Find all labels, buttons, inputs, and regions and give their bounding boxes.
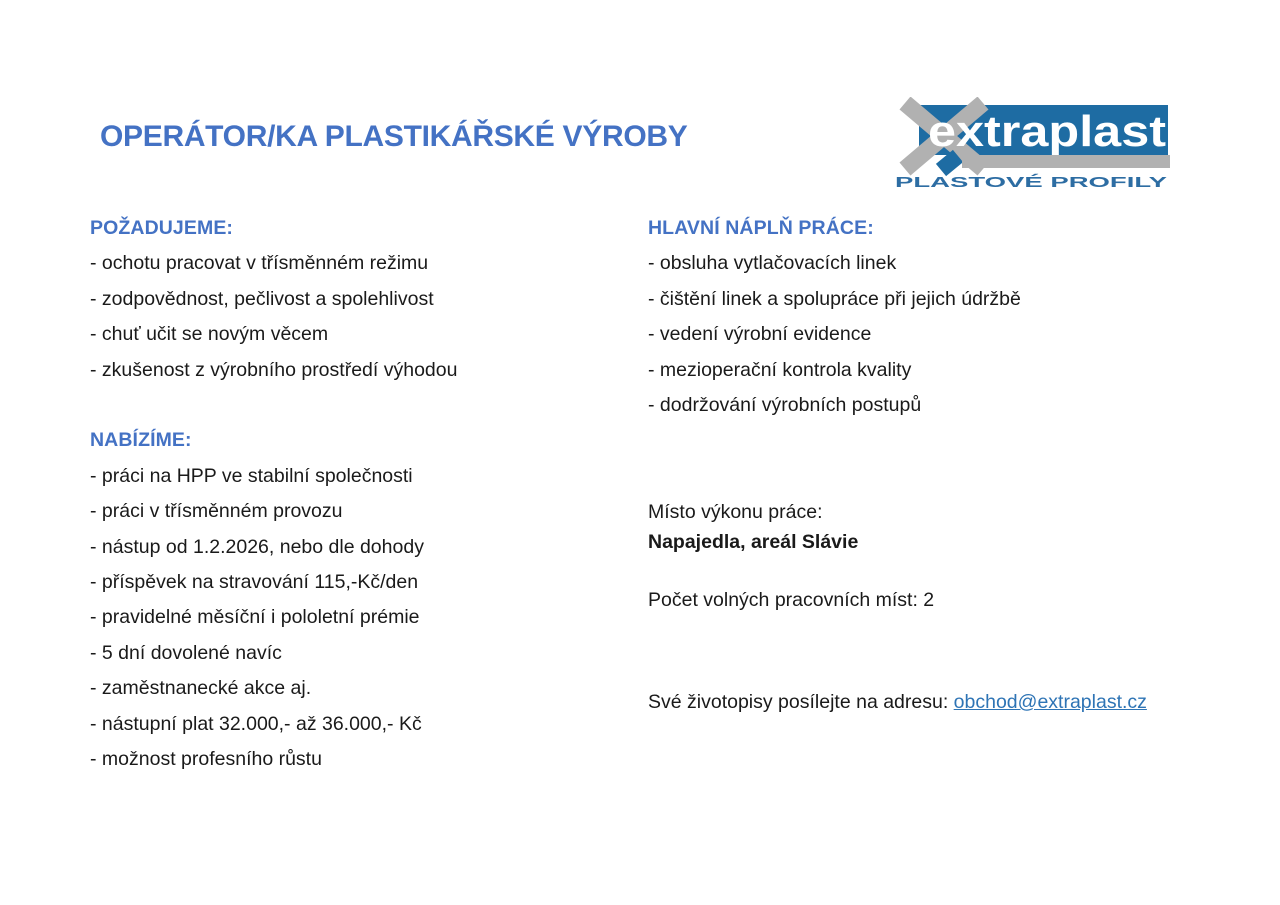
section-heading-offer: NABÍZÍME: — [90, 429, 192, 452]
requirement-item: - zodpovědnost, pečlivost a spolehlivost — [90, 287, 434, 310]
job-scope-item: - mezioperační kontrola kvality — [648, 358, 912, 381]
logo-gray-strip — [962, 155, 1170, 168]
section-heading-job-scope: HLAVNÍ NÁPLŇ PRÁCE: — [648, 217, 874, 239]
offer-item: - práci na HPP ve stabilní společnosti — [90, 464, 413, 487]
extraplast-logo — [892, 97, 1170, 192]
offer-item: - nástup od 1.2.2026, nebo dle dohody — [90, 535, 424, 558]
requirement-item: - ochotu pracovat v třísměnném režimu — [90, 252, 429, 275]
apply-prefix-text: Své životopisy posílejte na adresu: — [648, 691, 954, 713]
logo-x-blue-arm — [941, 156, 958, 170]
offer-item: - nástupní plat 32.000,- až 36.000,- Kč — [90, 712, 422, 735]
apply-email-link[interactable]: obchod@extraplast.cz — [953, 691, 1147, 713]
requirements-list — [90, 246, 610, 388]
job-scope-list — [648, 246, 1228, 423]
page-title: OPERÁTOR/KA PLASTIKÁŘSKÉ VÝROBY — [100, 120, 688, 153]
offer-list — [90, 459, 610, 778]
location-value: Napajedla, areál Slávie — [648, 531, 859, 553]
extraplast-logo-graphic — [892, 97, 1170, 192]
offer-item: - příspěvek na stravování 115,-Kč/den — [90, 571, 419, 594]
section-heading-requirements: POŽADUJEME: — [90, 217, 234, 239]
vacancies-text: Počet volných pracovních míst: 2 — [648, 589, 935, 611]
requirement-item: - zkušenost z výrobního prostředí výhodou — [90, 358, 458, 381]
job-scope-item: - vedení výrobní evidence — [648, 323, 872, 346]
job-scope-item: - obsluha vytlačovacích linek — [648, 252, 897, 275]
offer-item: - práci v třísměnném provozu — [90, 500, 343, 523]
job-scope-item: - dodržování výrobních postupů — [648, 394, 922, 417]
left-column — [90, 211, 610, 777]
logo-brand-text: extraplast — [928, 107, 1167, 156]
offer-item: - zaměstnanecké akce aj. — [90, 677, 312, 700]
offer-item: - 5 dní dovolené navíc — [90, 641, 282, 664]
offer-item: - pravidelné měsíční i pololetní prémie — [90, 606, 420, 629]
logo-tagline-text: PLASTOVÉ PROFILY — [895, 174, 1167, 191]
requirement-item: - chuť učit se novým věcem — [90, 323, 329, 346]
section-spacer — [90, 388, 610, 423]
offer-item: - možnost profesního růstu — [90, 748, 322, 771]
apply-line — [648, 685, 1248, 720]
location-block — [648, 497, 1228, 557]
location-label: Místo výkonu práce: — [648, 501, 823, 523]
job-scope-block — [648, 211, 1228, 423]
job-scope-item: - čištění linek a spolupráce při jejich údržbě — [648, 287, 1021, 310]
